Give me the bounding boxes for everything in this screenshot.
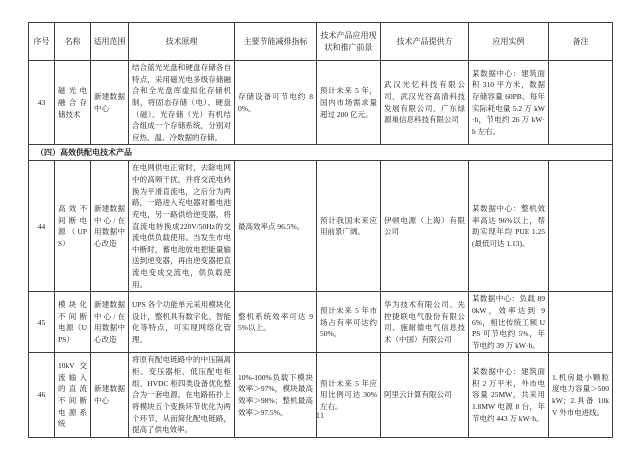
header-name: 名称 <box>55 23 91 61</box>
header-status: 技术产品应用现状和推广前景 <box>317 23 381 61</box>
cell-principle: UPS 各个功能单元采用模块化设计，整机具有数字化、智能化等特点，可实现网络化管理。 <box>129 292 235 353</box>
table-header-row <box>29 23 613 61</box>
cell-scope: 新建数据中心/在用数据中心改造 <box>91 292 129 353</box>
cell-provider: 华为技术有限公司、先控捷联电气股份有限公司、施耐德电气信息技术（中国）有限公司 <box>381 292 469 353</box>
cell-principle: 结合蓝光光盘和硬盘存储各自特点，采用磁光电多级存储融合和全光盘库虚拟化存储机制，将固态存储（电）、硬盘（磁）、光存储（光）有机结合组成一个存储系统，分别对应热、温、冷数据的存储。 <box>129 61 235 145</box>
table-row-45 <box>29 292 613 353</box>
cell-indicator: 整机系统效率可达 95%以上。 <box>235 292 317 353</box>
cell-note <box>549 292 613 353</box>
cell-serial: 44 <box>29 161 55 292</box>
header-note: 备注 <box>549 23 613 61</box>
header-indicator: 主要节能减排指标 <box>235 23 317 61</box>
cell-name: 模块化不间断电源（UPS） <box>55 292 91 353</box>
section-header-row <box>29 145 613 161</box>
cell-status: 预计未来 5 年市场占有率可达约 50%。 <box>317 292 381 353</box>
cell-indicator: 10%-100%负载下模块效率＞97%，模块最高效率＞98%；整机最高效率＞97.5%。 <box>235 353 317 437</box>
cell-serial: 46 <box>29 353 55 437</box>
header-example: 应用实例 <box>469 23 549 61</box>
cell-name: 高效不间断电源（UPS） <box>55 161 91 292</box>
section-header-label: （四）高效供配电技术产品 <box>29 145 613 161</box>
cell-status: 预计我国未来应用前景广阔。 <box>317 161 381 292</box>
cell-scope: 新建数据中心 <box>91 61 129 145</box>
cell-scope: 新建数据中心/在用数据中心改造 <box>91 161 129 292</box>
cell-note: 1.机房最小颗粒度电力容量＞500kW；2.具备 10kV 外市电进线。 <box>549 353 613 437</box>
cell-example: 某数据中心：负载 890kW，效率达到 96%，相比传统工频 UPS 可节电约 5%，年节电约 39 万 kW·h。 <box>469 292 549 353</box>
cell-scope: 新建数据中心 <box>91 353 129 437</box>
cell-indicator: 最高效率点 96.5%。 <box>235 161 317 292</box>
header-serial: 序号 <box>29 23 55 61</box>
cell-provider: 阿里云计算有限公司 <box>381 353 469 437</box>
cell-example: 某数据中心：整机效率高达 96%以上，帮助实现年均 PUE 1.25(最低可达 1.13)。 <box>469 161 549 292</box>
cell-name: 磁光电融合存储技术 <box>55 61 91 145</box>
cell-status: 预计未来 5 年，国内市场需求量超过 200 亿元。 <box>317 61 381 145</box>
header-scope: 适用范围 <box>91 23 129 61</box>
cell-status: 预计未来 5 年应用比例可达 30%左右。 <box>317 353 381 437</box>
cell-note <box>549 161 613 292</box>
cell-example: 某数据中心：建筑面积 2 万平米，外市电容量 25MW，共采用 1.8MW 电源 8 台，年节电约 443 万 kW·h。 <box>469 353 549 437</box>
cell-note <box>549 61 613 145</box>
cell-provider: 伊顿电源（上海）有限公司 <box>381 161 469 292</box>
page-number: 11 <box>315 410 325 420</box>
cell-indicator: 存储设备可节电约 80%。 <box>235 61 317 145</box>
cell-serial: 43 <box>29 61 55 145</box>
tech-products-table <box>28 22 613 438</box>
cell-example: 某数据中心：建筑面积 310 平方米，数据存储容量 60PB、每年实际耗电量 5.2 万 kW·h，节电约 26 万 kW·h 左右。 <box>469 61 549 145</box>
cell-principle: 将原有配电链路中的中压隔离柜、变压器柜、低压配电柜组、HVDC 柜四类设备优化整合为一套电源。在电路拓扑上将模块五个变换环节优化为两个环节，从而简化配电链路，提高了供电效率。 <box>129 353 235 437</box>
cell-principle: 在电网供电正常时，去除电网中的高频干扰，并将交流电转换为平滑直流电，之后分为两路，一路进入充电器对蓄电池充电，另一路供给逆变器，将直流电转换成220V/50Hz的交流电供负载使用。当发生市电中断时，蓄电池放电把能量输送到逆变器，再由逆变器把直流电变成交流电，供负载使用。 <box>129 161 235 292</box>
cell-name: 10kV交流输入的直流不间断电源系统 <box>55 353 91 437</box>
cell-serial: 45 <box>29 292 55 353</box>
header-principle: 技术原理 <box>129 23 235 61</box>
cell-provider: 武汉光忆科技有限公司、武汉光谷高清科技发展有限公司、广东绿源巢信息科技有限公司 <box>381 61 469 145</box>
table-row-46 <box>29 353 613 437</box>
table-row-43 <box>29 61 613 145</box>
table-row-44 <box>29 161 613 292</box>
header-provider: 技术产品提供方 <box>381 23 469 61</box>
